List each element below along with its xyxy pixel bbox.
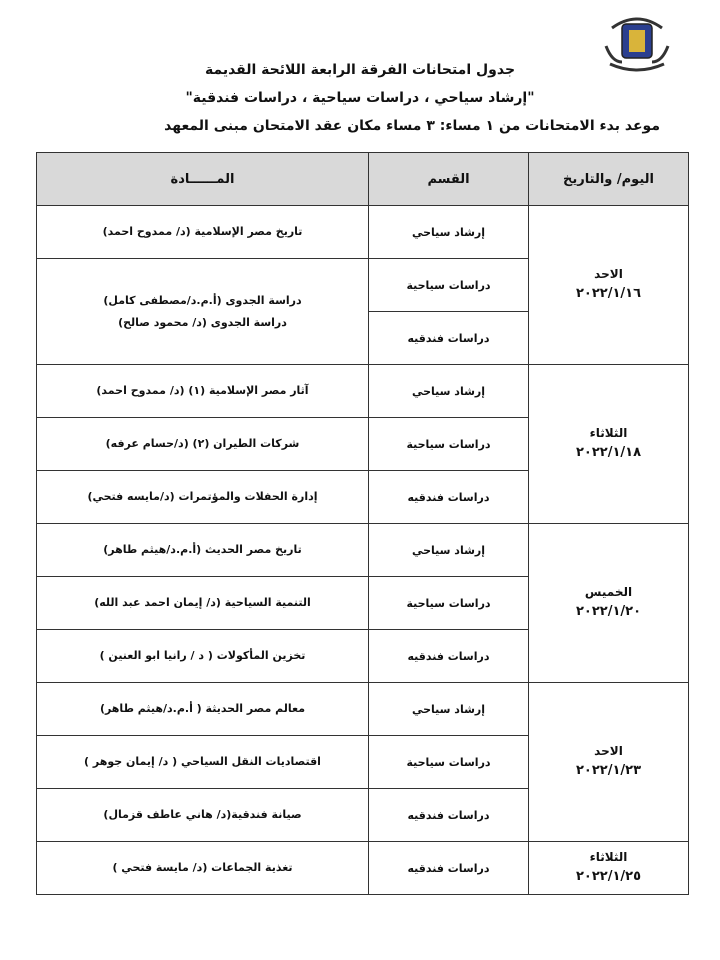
exam-date: ٢٠٢٢/١/٢٠ bbox=[575, 604, 642, 620]
exam-time-location: موعد بدء الامتحانات من ١ مساء: ٣ مساء مكان عقد الامتحان مبنى المعهد bbox=[164, 118, 660, 134]
table-row bbox=[37, 842, 689, 895]
subject-cell bbox=[37, 683, 369, 736]
day-name: الاحد bbox=[594, 267, 623, 281]
exam-date: ٢٠٢٢/١/١٨ bbox=[575, 445, 642, 461]
table-row bbox=[37, 683, 689, 736]
departments-subtitle: "إرشاد سياحي ، دراسات سياحية ، دراسات فندقية" bbox=[185, 90, 535, 106]
day-date-cell bbox=[529, 683, 689, 842]
department-cell: دراسات سياحية bbox=[369, 418, 529, 471]
day-date-cell bbox=[529, 206, 689, 365]
day-name: الثلاثاء bbox=[589, 426, 628, 440]
day-date-cell bbox=[529, 365, 689, 524]
column-header-dept: القسم bbox=[369, 153, 529, 206]
day-name: الخميس bbox=[584, 585, 633, 599]
subject-cell bbox=[37, 365, 369, 418]
table-header-row bbox=[37, 153, 689, 206]
exam-date: ٢٠٢٢/١/٢٥ bbox=[575, 869, 642, 885]
department-cell: دراسات فندقيه bbox=[369, 312, 529, 365]
subject-cell bbox=[37, 259, 369, 365]
column-header-day: اليوم/ والتاريخ bbox=[529, 153, 689, 206]
subject-cell bbox=[37, 736, 369, 789]
subject-text: تغذية الجماعات (د/ مايسة فتحي ) bbox=[112, 861, 293, 874]
department-cell: دراسات سياحية bbox=[369, 736, 529, 789]
department-cell: إرشاد سياحي bbox=[369, 365, 529, 418]
subject-text: دراسة الجدوى (د/ محمود صالح) bbox=[118, 315, 287, 329]
subject-text: التنمية السياحية (د/ إيمان احمد عبد الله) bbox=[94, 596, 311, 609]
day-date-cell bbox=[529, 524, 689, 683]
page-title: جدول امتحانات الفرقة الرابعة اللائحة القديمة bbox=[204, 62, 516, 78]
schedule-body bbox=[37, 206, 689, 895]
department-cell: إرشاد سياحي bbox=[369, 206, 529, 259]
subject-cell bbox=[37, 789, 369, 842]
department-cell: دراسات فندقيه bbox=[369, 630, 529, 683]
subject-text: صيانة فندقية(د/ هاني عاطف قزمال) bbox=[103, 808, 302, 821]
subject-text: تاريخ مصر الإسلامية (د/ ممدوح احمد) bbox=[102, 225, 303, 238]
day-name: الثلاثاء bbox=[589, 850, 628, 864]
table-row bbox=[37, 365, 689, 418]
column-header-subject: المــــــادة bbox=[37, 153, 369, 206]
subject-text: آثار مصر الإسلامية (١) (د/ ممدوح احمد) bbox=[96, 384, 309, 397]
department-cell: دراسات سياحية bbox=[369, 577, 529, 630]
subject-cell bbox=[37, 471, 369, 524]
subject-cell bbox=[37, 418, 369, 471]
subject-text: إدارة الحفلات والمؤتمرات (د/مايسه فتحي) bbox=[87, 490, 318, 503]
subject-text: دراسة الجدوى (أ.م.د/مصطفى كامل) bbox=[103, 293, 302, 307]
table-row bbox=[37, 206, 689, 259]
day-date-cell bbox=[529, 842, 689, 895]
exam-schedule-table bbox=[36, 152, 689, 895]
subject-cell bbox=[37, 842, 369, 895]
subject-text: شركات الطيران (٢) (د/حسام عرفه) bbox=[105, 437, 300, 450]
subject-cell bbox=[37, 206, 369, 259]
department-cell: إرشاد سياحي bbox=[369, 683, 529, 736]
subject-cell bbox=[37, 630, 369, 683]
subject-text: تاريخ مصر الحديث (أ.م.د/هيثم طاهر) bbox=[103, 543, 302, 556]
subject-cell bbox=[37, 524, 369, 577]
department-cell: دراسات فندقيه bbox=[369, 789, 529, 842]
table-row bbox=[37, 524, 689, 577]
exam-date: ٢٠٢٢/١/١٦ bbox=[575, 286, 642, 302]
subject-text: تخزين المأكولات ( د / رانيا ابو العنين ) bbox=[99, 649, 306, 662]
department-cell: دراسات فندقيه bbox=[369, 471, 529, 524]
day-name: الاحد bbox=[594, 744, 623, 758]
department-cell: دراسات فندقيه bbox=[369, 842, 529, 895]
department-cell: إرشاد سياحي bbox=[369, 524, 529, 577]
subject-text: اقتصاديات النقل السياحي ( د/ إيمان جوهر ) bbox=[84, 755, 321, 768]
department-cell: دراسات سياحية bbox=[369, 259, 529, 312]
exam-date: ٢٠٢٢/١/٢٣ bbox=[575, 763, 642, 779]
subject-cell bbox=[37, 577, 369, 630]
subject-text: معالم مصر الحديثة ( أ.م.د/هيثم طاهر) bbox=[99, 702, 306, 715]
